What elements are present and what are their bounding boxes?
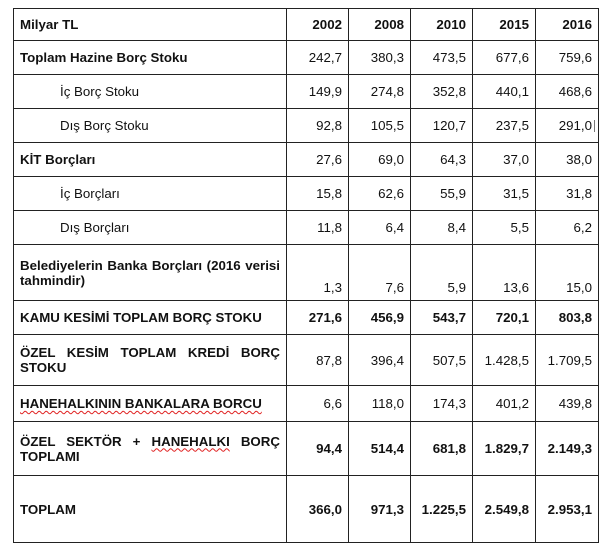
cell-value: 6,6 (287, 386, 349, 422)
cell-value: 677,6 (473, 41, 536, 75)
cell-value: 87,8 (287, 335, 349, 386)
cell-value: 380,3 (349, 41, 411, 75)
cell-value: 8,4 (411, 211, 473, 245)
cell-value: 120,7 (411, 109, 473, 143)
table-row (14, 335, 599, 386)
clipped-value: 291,0 (558, 118, 592, 133)
row-label (14, 386, 287, 422)
cell-value: 507,5 (411, 335, 473, 386)
cell-value (536, 109, 599, 143)
cell-value: 38,0 (536, 143, 599, 177)
row-label: TOPLAM (14, 476, 287, 543)
cell-value: 1.829,7 (473, 422, 536, 476)
cell-value: 543,7 (411, 301, 473, 335)
cell-value: 15,0 (536, 245, 599, 301)
cell-value: 64,3 (411, 143, 473, 177)
table-row (14, 211, 599, 245)
debt-table-container (13, 8, 598, 543)
cell-value: 11,8 (287, 211, 349, 245)
cell-value: 2.953,1 (536, 476, 599, 543)
cell-value: 69,0 (349, 143, 411, 177)
cell-value: 396,4 (349, 335, 411, 386)
table-row (14, 422, 599, 476)
label-part: BORÇ TOPLAMI (20, 433, 280, 464)
cell-value: 242,7 (287, 41, 349, 75)
cell-value: 1.428,5 (473, 335, 536, 386)
row-label: ÖZEL KESİM TOPLAM KREDİ BORÇ STOKU (14, 335, 287, 386)
cell-value: 352,8 (411, 75, 473, 109)
cell-value: 31,8 (536, 177, 599, 211)
cell-value: 473,5 (411, 41, 473, 75)
year-2002: 2002 (287, 9, 349, 41)
table-row (14, 109, 599, 143)
row-label (14, 422, 287, 476)
cell-value: 720,1 (473, 301, 536, 335)
cell-value: 55,9 (411, 177, 473, 211)
cell-value: 439,8 (536, 386, 599, 422)
cell-value: 5,9 (411, 245, 473, 301)
year-2010: 2010 (411, 9, 473, 41)
table-row (14, 75, 599, 109)
row-label: KAMU KESİMİ TOPLAM BORÇ STOKU (14, 301, 287, 335)
table-row (14, 386, 599, 422)
cell-value: 237,5 (473, 109, 536, 143)
cell-value: 6,4 (349, 211, 411, 245)
header-row (14, 9, 599, 41)
label-part: ÖZEL SEKTÖR + (20, 433, 152, 449)
cell-value: 94,4 (287, 422, 349, 476)
row-label: Belediyelerin Banka Borçları (2016 verisi tahmindir) (14, 245, 287, 301)
cell-value: 92,8 (287, 109, 349, 143)
cell-value: 759,6 (536, 41, 599, 75)
table-row (14, 476, 599, 543)
cell-value: 440,1 (473, 75, 536, 109)
cell-value: 271,6 (287, 301, 349, 335)
cell-value: 37,0 (473, 143, 536, 177)
cell-value: 149,9 (287, 75, 349, 109)
cell-value: 514,4 (349, 422, 411, 476)
table-row (14, 177, 599, 211)
table-row (14, 143, 599, 177)
cell-value: 105,5 (349, 109, 411, 143)
cell-value: 803,8 (536, 301, 599, 335)
cell-value: 456,9 (349, 301, 411, 335)
cell-value: 27,6 (287, 143, 349, 177)
cell-value: 1.709,5 (536, 335, 599, 386)
cell-value: 118,0 (349, 386, 411, 422)
cell-value: 31,5 (473, 177, 536, 211)
cell-value: 7,6 (349, 245, 411, 301)
table-row (14, 245, 599, 301)
row-label: Dış Borç Stoku (14, 109, 287, 143)
cell-value: 62,6 (349, 177, 411, 211)
row-label: Toplam Hazine Borç Stoku (14, 41, 287, 75)
cell-value: 15,8 (287, 177, 349, 211)
table-row (14, 301, 599, 335)
cell-value: 5,5 (473, 211, 536, 245)
year-2008: 2008 (349, 9, 411, 41)
cell-value: 366,0 (287, 476, 349, 543)
year-2016: 2016 (536, 9, 599, 41)
cell-value: 274,8 (349, 75, 411, 109)
cell-value: 681,8 (411, 422, 473, 476)
row-label: Dış Borçları (14, 211, 287, 245)
spellcheck-flagged-word: HANEHALKI (151, 433, 230, 449)
cell-value: 2.549,8 (473, 476, 536, 543)
corner-label: Milyar TL (14, 9, 287, 41)
cell-value: 1,3 (287, 245, 349, 301)
cell-value: 6,2 (536, 211, 599, 245)
spellcheck-flagged-label: HANEHALKININ BANKALARA BORCU (20, 396, 262, 411)
cell-value: 468,6 (536, 75, 599, 109)
cell-value: 13,6 (473, 245, 536, 301)
row-label: İç Borç Stoku (14, 75, 287, 109)
year-2015: 2015 (473, 9, 536, 41)
cell-value: 174,3 (411, 386, 473, 422)
cell-value: 1.225,5 (411, 476, 473, 543)
cell-value: 401,2 (473, 386, 536, 422)
debt-table (13, 8, 599, 543)
cell-value: 2.149,3 (536, 422, 599, 476)
cell-value: 971,3 (349, 476, 411, 543)
table-row (14, 41, 599, 75)
row-label: İç Borçları (14, 177, 287, 211)
row-label: KİT Borçları (14, 143, 287, 177)
